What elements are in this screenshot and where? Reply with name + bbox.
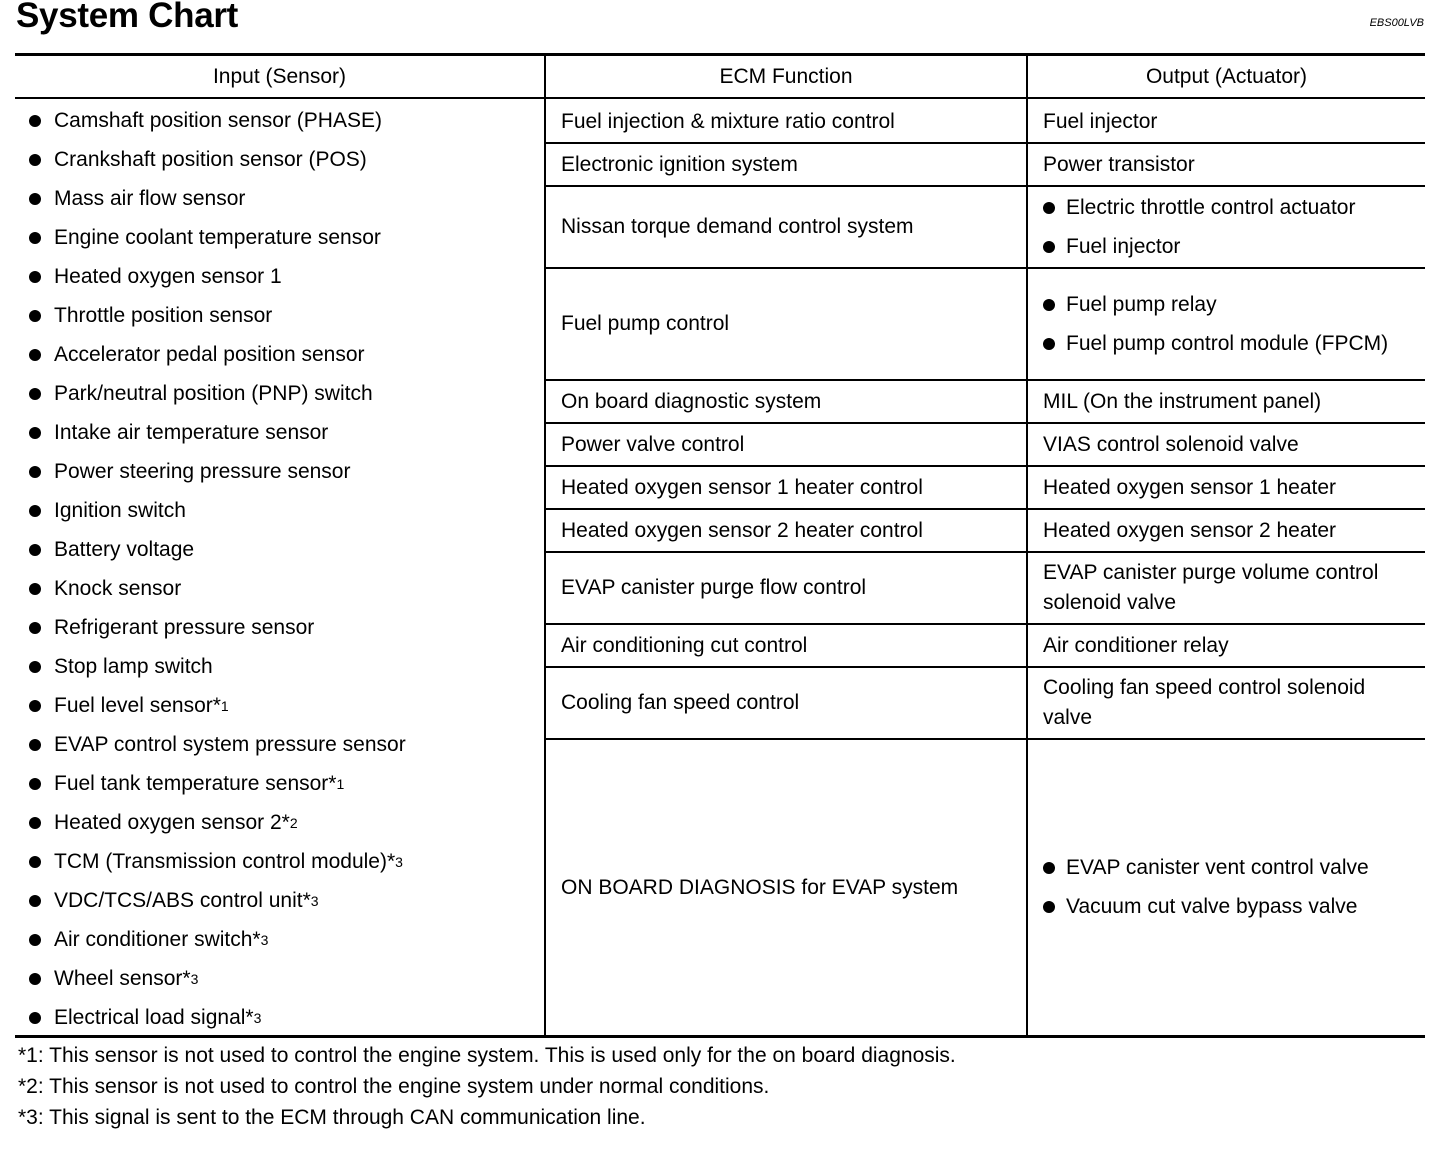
- column-divider: [544, 56, 546, 1035]
- input-sensor-item: [29, 296, 272, 335]
- table-row: [546, 553, 1425, 625]
- ecm-function-cell: Power valve control: [561, 432, 745, 456]
- input-sensor-label: Heated oxygen sensor 2*: [54, 810, 290, 834]
- input-sensor-label: Throttle position sensor: [54, 303, 273, 327]
- input-sensor-item: [29, 101, 382, 140]
- input-sensor-item: Wheel sensor* 3: [29, 959, 198, 998]
- footnote-text: *1: This sensor is not used to control the engine system. This is used only for the on board diagnosis.: [18, 1044, 956, 1067]
- bullet-icon: [1043, 299, 1055, 311]
- input-sensor-item: [29, 608, 314, 647]
- table-row: [546, 269, 1425, 381]
- input-sensor-label: VDC/TCS/ABS control unit*: [54, 888, 311, 912]
- bullet-icon: [29, 115, 41, 127]
- output-actuator-label: Heated oxygen sensor 1 heater: [1043, 475, 1337, 499]
- bullet-icon: [29, 310, 41, 322]
- input-sensor-label: Knock sensor: [54, 576, 182, 600]
- bullet-icon: [29, 232, 41, 244]
- output-actuator-cell: [1028, 381, 1425, 422]
- bullet-icon: [29, 1012, 41, 1024]
- output-actuator-label: Power transistor: [1043, 152, 1195, 176]
- ecm-function-cell: Fuel pump control: [561, 312, 730, 335]
- output-actuator-cell: [1028, 424, 1425, 465]
- input-sensor-label: Fuel level sensor*: [54, 693, 221, 717]
- ecm-function-cell: ON BOARD DIAGNOSIS for EVAP system: [561, 875, 959, 899]
- bullet-icon: [29, 622, 41, 634]
- bullet-icon: [1043, 862, 1055, 874]
- input-sensor-label: Fuel tank temperature sensor*: [54, 771, 337, 795]
- input-sensor-label: Park/neutral position (PNP) switch: [54, 381, 373, 405]
- column-header-function: ECM Function: [719, 64, 853, 88]
- bullet-icon: [29, 661, 41, 673]
- input-sensor-label: Heated oxygen sensor 1: [54, 264, 282, 288]
- output-actuator-cell: [1028, 625, 1425, 666]
- input-sensor-label: Electrical load signal*: [54, 1005, 254, 1029]
- output-actuator-label: EVAP canister purge volume control solenoid valve: [1043, 561, 1379, 614]
- footnotes: [18, 1040, 956, 1133]
- output-actuator-cell: [1028, 668, 1425, 738]
- output-actuator-item: [1043, 193, 1419, 223]
- input-sensor-item: [29, 530, 194, 569]
- bullet-icon: [29, 583, 41, 595]
- bullet-icon: [29, 388, 41, 400]
- ecm-function-cell: On board diagnostic system: [561, 389, 822, 413]
- input-sensor-item: [29, 452, 350, 491]
- output-actuator-item: [1043, 853, 1419, 883]
- input-sensor-label: Power steering pressure sensor: [54, 459, 351, 483]
- bullet-icon: [29, 973, 41, 985]
- bullet-icon: [29, 271, 41, 283]
- table-row: [546, 668, 1425, 740]
- output-actuator-cell: [1028, 269, 1425, 379]
- bullet-icon: [29, 427, 41, 439]
- ecm-function-cell: Nissan torque demand control system: [561, 215, 914, 238]
- input-sensor-label: Mass air flow sensor: [54, 186, 246, 210]
- input-sensor-item: Fuel level sensor* 1: [29, 686, 229, 725]
- input-sensor-item: [29, 218, 381, 257]
- bullet-icon: [1043, 202, 1055, 214]
- system-chart-table: [15, 53, 1425, 1038]
- input-sensor-label: TCM (Transmission control module)*: [54, 849, 396, 873]
- input-sensor-item: [29, 491, 186, 530]
- output-actuator-label: Electric throttle control actuator: [1066, 195, 1356, 219]
- output-actuator-label: Fuel pump control module (FPCM): [1066, 331, 1389, 355]
- output-actuator-label: Heated oxygen sensor 2 heater: [1043, 518, 1337, 542]
- ecm-function-cell: Heated oxygen sensor 1 heater control: [561, 475, 923, 499]
- output-actuator-label: VIAS control solenoid valve: [1043, 432, 1299, 456]
- input-sensor-item: [29, 179, 245, 218]
- output-actuator-label: Cooling fan speed control solenoid valve: [1043, 676, 1366, 729]
- document-code: EBS00LVB: [1369, 17, 1424, 29]
- bullet-icon: [29, 856, 41, 868]
- bullet-icon: [29, 778, 41, 790]
- input-sensor-label: Crankshaft position sensor (POS): [54, 147, 367, 171]
- input-sensor-item: VDC/TCS/ABS control unit* 3: [29, 881, 319, 920]
- table-row: [546, 101, 1425, 144]
- output-actuator-label: Fuel injector: [1043, 109, 1158, 133]
- table-row: [546, 381, 1425, 424]
- input-sensor-label: Engine coolant temperature sensor: [54, 225, 381, 249]
- table-row: [546, 424, 1425, 467]
- table-row: [546, 187, 1425, 269]
- input-sensor-label: Accelerator pedal position sensor: [54, 342, 365, 366]
- input-sensor-item: [29, 335, 365, 374]
- input-sensor-item: Fuel tank temperature sensor* 1: [29, 764, 344, 803]
- output-actuator-cell: [1028, 467, 1425, 508]
- bullet-icon: [1043, 338, 1055, 350]
- input-sensor-item: [29, 647, 213, 686]
- output-actuator-label: Vacuum cut valve bypass valve: [1066, 895, 1358, 918]
- bullet-icon: [29, 505, 41, 517]
- input-sensor-item: TCM (Transmission control module)* 3: [29, 842, 403, 881]
- table-row: [546, 144, 1425, 187]
- input-sensor-label: Stop lamp switch: [54, 654, 213, 678]
- bullet-icon: [1043, 241, 1055, 253]
- input-sensor-label: Ignition switch: [54, 498, 186, 522]
- output-actuator-item: [1043, 329, 1419, 359]
- input-sensor-label: Battery voltage: [54, 537, 195, 561]
- output-actuator-cell: [1028, 740, 1425, 1035]
- bullet-icon: [29, 934, 41, 946]
- table-row: [546, 625, 1425, 668]
- input-sensor-label: Wheel sensor*: [54, 966, 191, 990]
- bullet-icon: [29, 895, 41, 907]
- output-actuator-cell: [1028, 510, 1425, 551]
- footnote-text: *3: This signal is sent to the ECM through CAN communication line.: [18, 1106, 646, 1129]
- input-sensor-item: [29, 257, 282, 296]
- bullet-icon: [29, 544, 41, 556]
- footnote-text: *2: This sensor is not used to control the engine system under normal conditions.: [18, 1075, 770, 1098]
- column-header-input: Input (Sensor): [212, 64, 347, 88]
- input-sensor-item: [29, 374, 373, 413]
- output-actuator-label: Air conditioner relay: [1043, 633, 1229, 657]
- input-sensor-label: Intake air temperature sensor: [54, 420, 329, 444]
- ecm-function-cell: Air conditioning cut control: [561, 633, 808, 657]
- bullet-icon: [29, 349, 41, 361]
- output-actuator-label: Fuel pump relay: [1066, 292, 1217, 316]
- column-divider: [1026, 56, 1028, 1035]
- input-sensor-label: Refrigerant pressure sensor: [54, 615, 315, 639]
- bullet-icon: [29, 193, 41, 205]
- output-actuator-cell: [1028, 553, 1425, 623]
- bullet-icon: [29, 739, 41, 751]
- output-actuator-label: Fuel injector: [1066, 234, 1181, 258]
- bullet-icon: [29, 466, 41, 478]
- ecm-function-cell: Cooling fan speed control: [561, 691, 800, 714]
- input-sensor-label: Air conditioner switch*: [54, 927, 261, 951]
- input-sensor-item: [29, 413, 328, 452]
- bullet-icon: [29, 700, 41, 712]
- column-header-output: Output (Actuator): [1145, 64, 1308, 88]
- input-sensor-item: [29, 569, 181, 608]
- output-actuator-label: MIL (On the instrument panel): [1043, 389, 1322, 413]
- bullet-icon: [29, 154, 41, 166]
- page-title: System Chart: [16, 0, 239, 35]
- output-actuator-cell: [1028, 187, 1425, 267]
- input-sensor-label: EVAP control system pressure sensor: [54, 732, 406, 756]
- output-actuator-label: EVAP canister vent control valve: [1066, 856, 1369, 879]
- output-actuator-cell: [1028, 144, 1425, 185]
- table-row: [546, 510, 1425, 553]
- table-row: [546, 740, 1425, 1035]
- output-actuator-item: [1043, 892, 1419, 922]
- table-header: [15, 56, 1425, 99]
- ecm-function-cell: Electronic ignition system: [561, 152, 798, 176]
- input-sensor-item: [29, 725, 406, 764]
- input-sensor-item: Air conditioner switch* 3: [29, 920, 268, 959]
- ecm-function-cell: Fuel injection & mixture ratio control: [561, 109, 895, 133]
- bullet-icon: [29, 817, 41, 829]
- input-sensor-item: [29, 140, 367, 179]
- ecm-function-cell: EVAP canister purge flow control: [561, 576, 867, 599]
- input-sensor-item: Electrical load signal* 3: [29, 998, 261, 1037]
- ecm-function-cell: Heated oxygen sensor 2 heater control: [561, 518, 923, 542]
- output-actuator-item: [1043, 232, 1419, 262]
- output-actuator-item: [1043, 290, 1419, 320]
- input-sensor-label: Camshaft position sensor (PHASE): [54, 108, 382, 132]
- bullet-icon: [1043, 901, 1055, 913]
- input-sensor-item: Heated oxygen sensor 2* 2: [29, 803, 298, 842]
- output-actuator-cell: [1028, 101, 1425, 142]
- table-row: [546, 467, 1425, 510]
